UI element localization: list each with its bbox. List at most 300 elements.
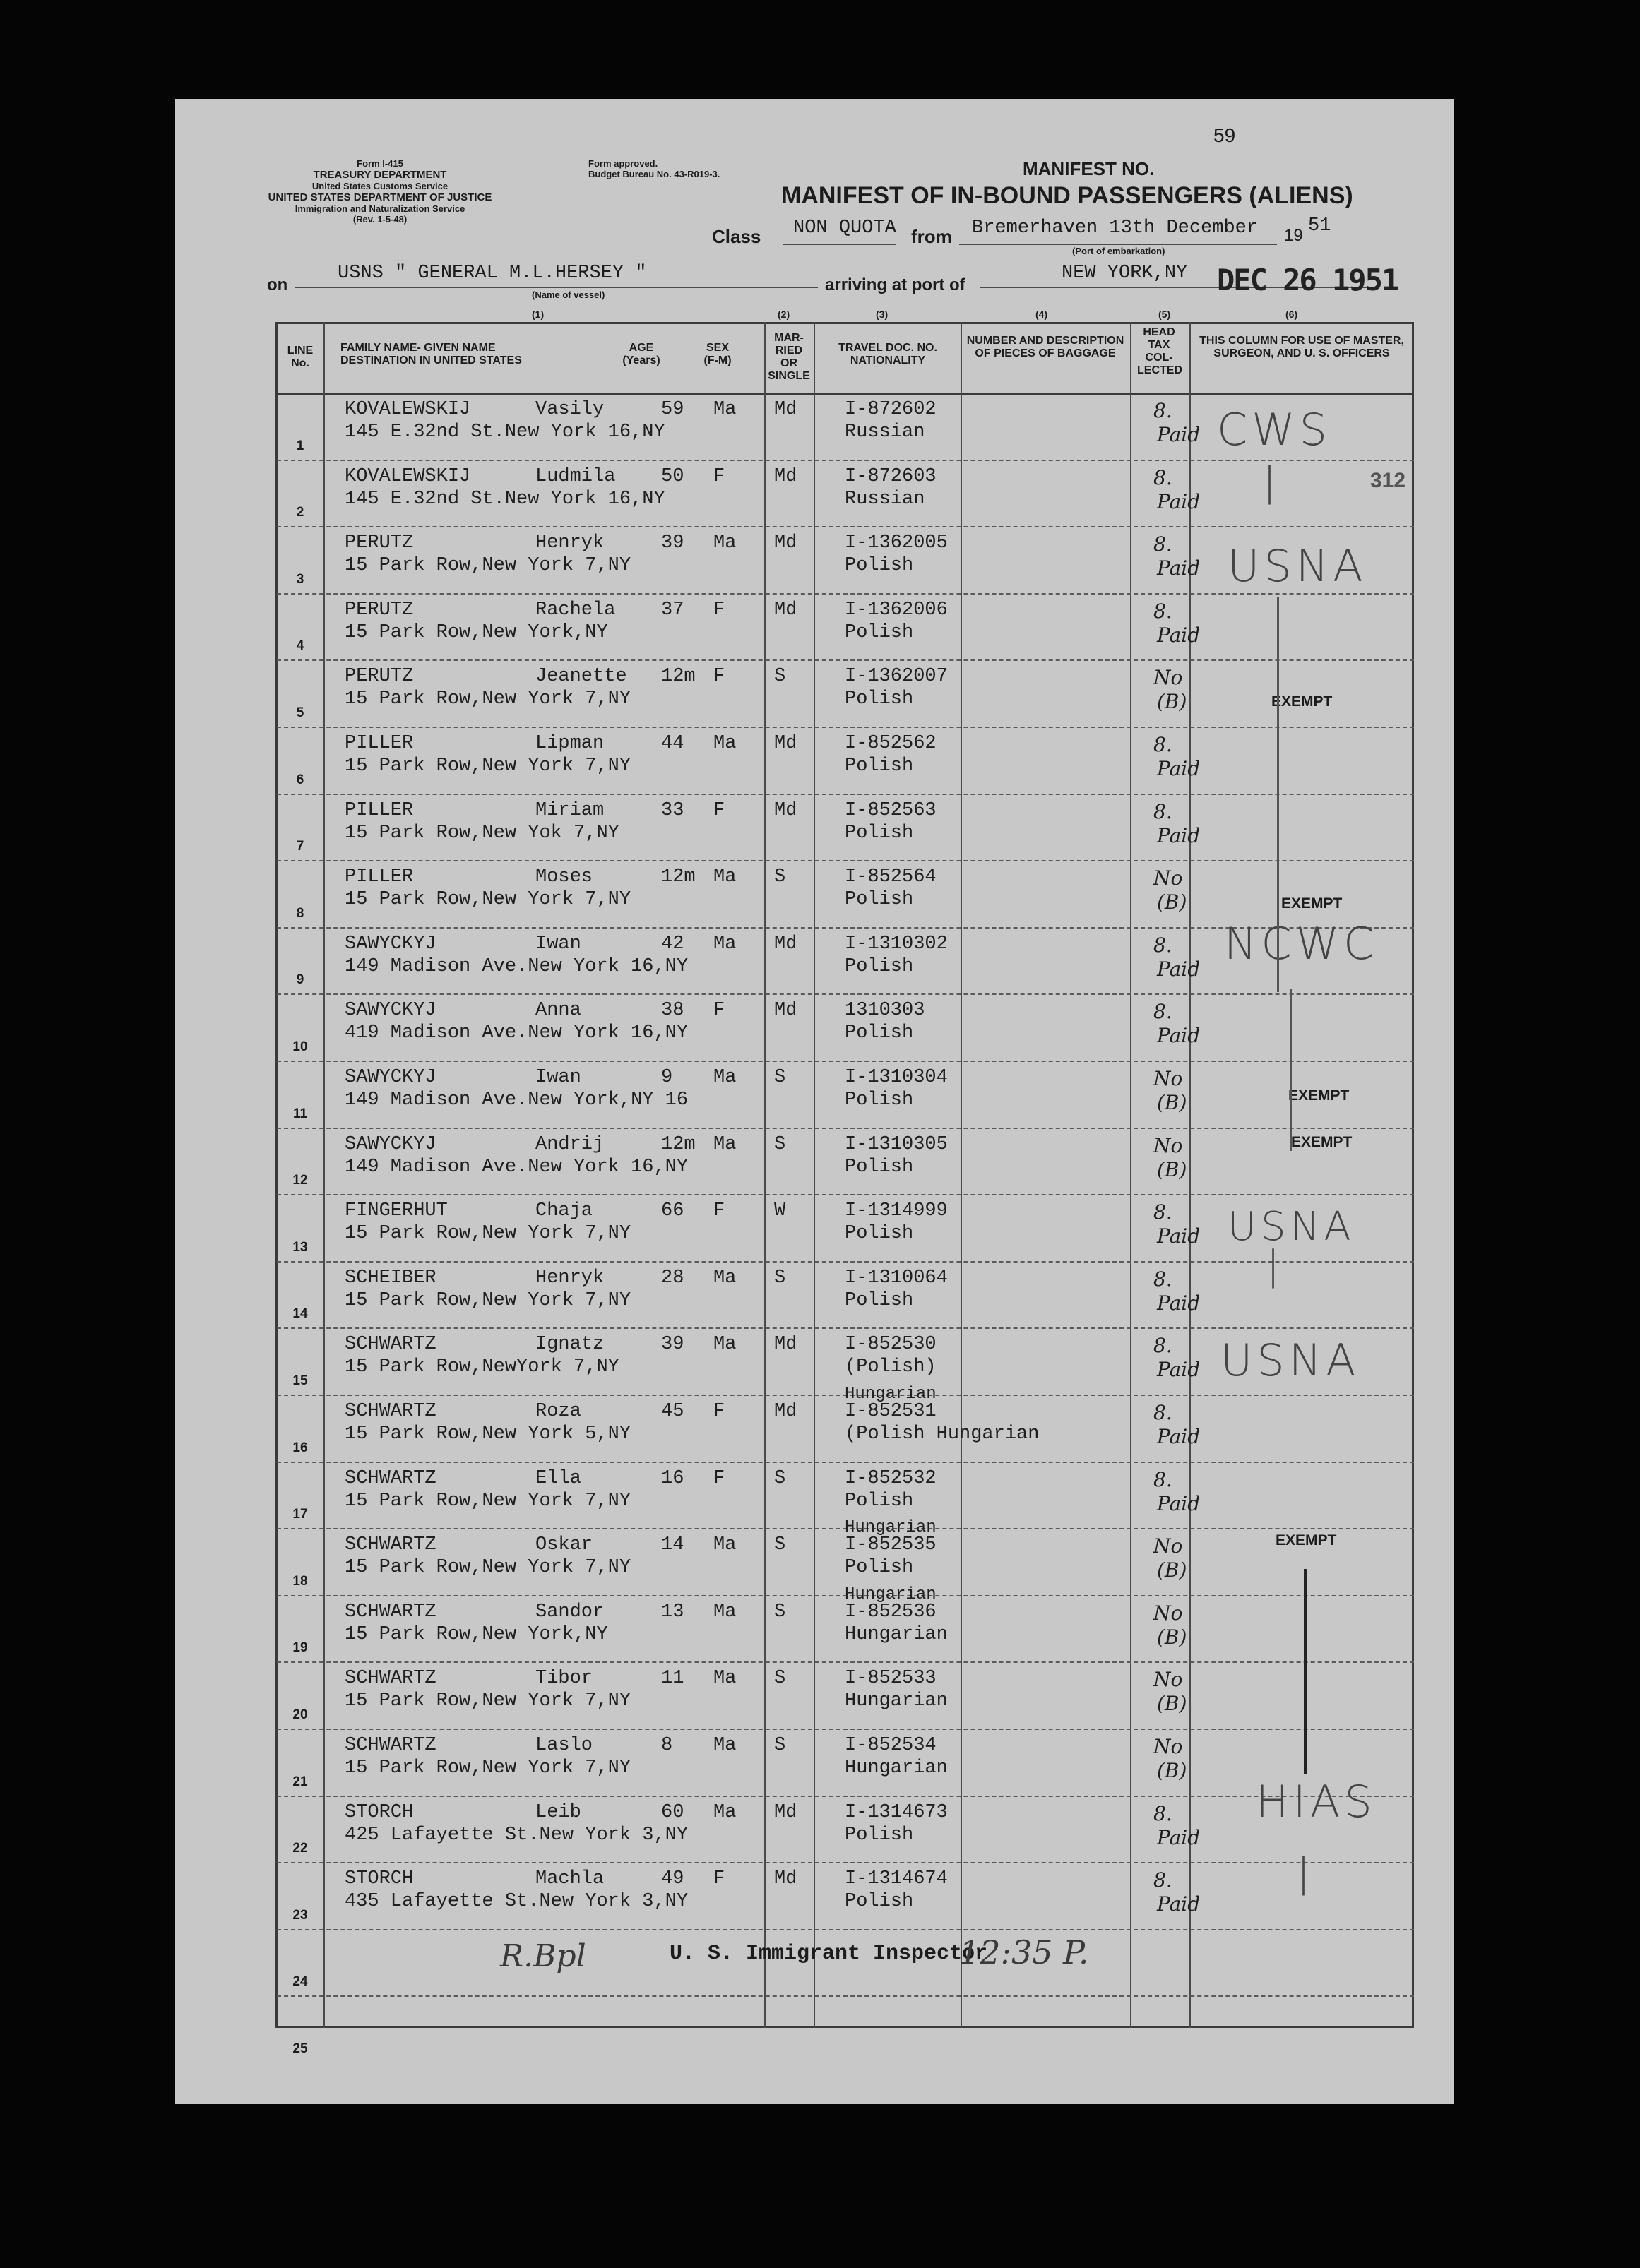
- given-name: Sandor: [535, 1601, 605, 1623]
- given-name: Ludmila: [535, 465, 616, 487]
- marital-status: Md: [774, 465, 797, 487]
- travel-doc-number: I-1362005: [845, 532, 948, 554]
- age: 50: [661, 465, 684, 487]
- line-number: 10: [292, 1039, 308, 1054]
- age: 38: [661, 1000, 684, 1022]
- marital-status: Md: [774, 599, 797, 621]
- justice-dept: UNITED STATES DEPARTMENT OF JUSTICE: [268, 191, 492, 203]
- head-tax: No: [1153, 1534, 1183, 1558]
- column-number-5: (5): [1158, 309, 1171, 320]
- destination-address: 15 Park Row,NewYork 7,NY: [345, 1356, 619, 1378]
- sex: Ma: [713, 1067, 737, 1088]
- sex: Ma: [713, 1133, 737, 1155]
- destination-address: 15 Park Row,New York 7,NY: [345, 756, 631, 777]
- line-number: 21: [292, 1774, 308, 1789]
- travel-doc-number: I-852535: [845, 1534, 937, 1556]
- age: 14: [661, 1534, 684, 1556]
- destination-address: 15 Park Row,New York,NY: [345, 1623, 608, 1645]
- line-number: 18: [292, 1573, 308, 1589]
- head-tax-status: (B): [1157, 1558, 1187, 1582]
- marital-status: Md: [774, 1401, 797, 1422]
- destination-address: 419 Madison Ave.New York 16,NY: [345, 1022, 689, 1044]
- sex: Ma: [713, 733, 737, 754]
- sex: F: [713, 1200, 725, 1222]
- line-number: 11: [292, 1106, 308, 1121]
- line-number: 7: [296, 839, 304, 854]
- column-number-1: (1): [532, 309, 545, 320]
- age: 42: [661, 933, 684, 955]
- line-number: 1: [296, 438, 304, 453]
- head-tax: 8.: [1153, 1868, 1172, 1892]
- tally-mark: |: [1266, 1243, 1284, 1289]
- head-tax: 8.: [1153, 1801, 1172, 1825]
- destination-address: 149 Madison Ave.New York 16,NY: [345, 1156, 689, 1178]
- sex: F: [713, 599, 725, 621]
- manifest-page: [175, 99, 1454, 2104]
- head-tax-status: (B): [1157, 1091, 1187, 1114]
- family-name: SCHWARTZ: [345, 1401, 436, 1422]
- travel-doc-number: I-1310302: [845, 933, 948, 955]
- sex: F: [713, 465, 725, 487]
- treasury-dept: TREASURY DEPARTMENT: [313, 169, 447, 181]
- travel-doc-number: I-852530: [845, 1334, 937, 1356]
- head-tax: 8.: [1153, 1267, 1172, 1291]
- nationality: Polish: [845, 1490, 914, 1512]
- inspector-signature: R.Bpl: [500, 1938, 586, 1974]
- line-number: 12: [292, 1173, 308, 1188]
- marital-status: S: [774, 1601, 786, 1623]
- family-name: KOVALEWSKIJ: [345, 465, 471, 487]
- nationality: Polish: [845, 688, 914, 710]
- nationality: Hungarian: [845, 1757, 948, 1779]
- nationality: (Polish Hungarian: [845, 1424, 1040, 1445]
- age: 33: [661, 799, 684, 821]
- nationality: Polish: [845, 1022, 914, 1044]
- given-name: Ignatz: [535, 1334, 605, 1356]
- head-tax-status: (B): [1157, 1157, 1187, 1181]
- row-divider: [277, 460, 1414, 461]
- head-tax-status: Paid: [1157, 1425, 1201, 1448]
- head-tax-status: Paid: [1157, 623, 1201, 647]
- row-divider: [277, 526, 1414, 527]
- sex: F: [713, 1868, 725, 1890]
- head-tax: 8.: [1153, 465, 1172, 489]
- head-tax: 8.: [1153, 1467, 1172, 1491]
- destination-address: 15 Park Row,New York 7,NY: [345, 1223, 631, 1245]
- given-name: Vasily: [535, 399, 605, 420]
- head-tax: No: [1153, 1601, 1183, 1625]
- org-usna-2: USNA: [1228, 1204, 1355, 1250]
- from-label: from: [911, 226, 952, 247]
- travel-doc-number: I-852564: [845, 866, 937, 888]
- destination-address: 145 E.32nd St.New York 16,NY: [345, 488, 665, 510]
- line-number: 24: [292, 1974, 308, 1990]
- column-number-4: (4): [1035, 309, 1048, 320]
- sex: Ma: [713, 933, 737, 955]
- nationality: Polish: [845, 822, 914, 844]
- given-name: Anna: [535, 1000, 581, 1022]
- marital-status: Md: [774, 1868, 797, 1890]
- year-prefix: 19: [1284, 226, 1303, 245]
- family-name: PILLER: [345, 799, 414, 821]
- exempt-stamp: EXEMPT: [1281, 895, 1343, 912]
- age: 12m: [661, 666, 696, 688]
- travel-doc-number: I-852532: [845, 1467, 937, 1489]
- family-name: SCHWARTZ: [345, 1467, 436, 1489]
- travel-doc-number: I-1310304: [845, 1067, 948, 1088]
- line-number: 8: [296, 905, 304, 921]
- given-name: Andrij: [535, 1133, 605, 1155]
- column-number-2: (2): [778, 309, 790, 320]
- sex: F: [713, 1401, 725, 1422]
- org-usna-1: USNA: [1228, 540, 1367, 592]
- marital-status: Md: [774, 1334, 797, 1356]
- age: 28: [661, 1267, 684, 1289]
- family-name: SCHWARTZ: [345, 1668, 436, 1690]
- given-name: Leib: [535, 1801, 581, 1823]
- vessel-name: USNS " GENERAL M.L.HERSEY ": [338, 263, 647, 284]
- destination-address: 15 Park Row,New York 7,NY: [345, 555, 631, 577]
- sex: F: [713, 1467, 725, 1489]
- family-name: PILLER: [345, 733, 414, 754]
- sex: Ma: [713, 1267, 737, 1289]
- column-number-3: (3): [876, 309, 889, 320]
- sex: Ma: [713, 1735, 737, 1756]
- marital-status: S: [774, 1534, 786, 1556]
- head-tax-status: Paid: [1157, 1291, 1201, 1315]
- marital-status: S: [774, 1668, 786, 1690]
- line-number: 2: [296, 505, 304, 520]
- travel-doc-number: I-1362006: [845, 599, 948, 621]
- family-name: PILLER: [345, 866, 414, 888]
- head-tax-status: (B): [1157, 690, 1187, 714]
- head-tax: 8.: [1153, 532, 1172, 556]
- class-label: Class: [712, 226, 761, 247]
- embarkation-port: Bremerhaven 13th December: [972, 217, 1259, 239]
- travel-doc-number: I-872602: [845, 399, 937, 420]
- destination-address: 149 Madison Ave.New York 16,NY: [345, 955, 689, 977]
- marital-status: W: [774, 1200, 786, 1222]
- class-value: NON QUOTA: [793, 217, 896, 239]
- destination-address: 435 Lafayette St.New York 3,NY: [345, 1891, 689, 1913]
- inspector-line: U. S. Immigrant Inspector: [670, 1942, 988, 1966]
- destination-address: 15 Park Row,New Yok 7,NY: [345, 822, 619, 844]
- family-name: SAWYCKYJ: [345, 1067, 436, 1088]
- header-name: FAMILY NAME- GIVEN NAME DESTINATION IN UNITED STATES: [340, 342, 522, 366]
- bracket-line: [1304, 1569, 1307, 1774]
- family-name: KOVALEWSKIJ: [345, 399, 471, 420]
- line-number: 17: [292, 1507, 308, 1522]
- family-name: PERUTZ: [345, 666, 414, 688]
- header-officers: THIS COLUMN FOR USE OF MASTER, SURGEON, AND U. S. OFFICERS: [1199, 335, 1404, 359]
- travel-doc-number: I-1314674: [845, 1868, 948, 1890]
- age: 37: [661, 599, 684, 621]
- on-label: on: [267, 275, 288, 294]
- given-name: Tibor: [535, 1668, 593, 1690]
- head-tax-status: (B): [1157, 1625, 1187, 1649]
- nationality: Russian: [845, 488, 925, 510]
- marital-status: S: [774, 1133, 786, 1155]
- form-number: Form I-415: [357, 158, 403, 169]
- travel-doc-number: I-1314673: [845, 1801, 948, 1823]
- head-tax: No: [1153, 1735, 1183, 1758]
- family-name: SCHWARTZ: [345, 1534, 436, 1556]
- row-divider: [277, 1061, 1414, 1062]
- given-name: Iwan: [535, 933, 581, 955]
- inspector-time: 12:35 P.: [959, 1933, 1089, 1971]
- destination-address: 145 E.32nd St.New York 16,NY: [345, 422, 665, 443]
- age: 45: [661, 1401, 684, 1422]
- head-tax: No: [1153, 666, 1183, 690]
- given-name: Moses: [535, 866, 593, 888]
- row-divider: [277, 1462, 1414, 1463]
- travel-doc-number: 1310303: [845, 1000, 925, 1022]
- head-tax-status: Paid: [1157, 1024, 1201, 1048]
- travel-doc-number: I-1310305: [845, 1133, 948, 1155]
- age: 39: [661, 1334, 684, 1356]
- line-number: 23: [292, 1907, 308, 1923]
- arrival-port: NEW YORK,NY: [1062, 263, 1188, 284]
- org-ncwc: NCWC: [1224, 918, 1379, 969]
- travel-doc-number: I-872603: [845, 465, 937, 487]
- destination-address: 15 Park Row,New York 7,NY: [345, 688, 631, 710]
- given-name: Machla: [535, 1868, 605, 1890]
- age: 66: [661, 1200, 684, 1222]
- bracket-line: [1277, 597, 1279, 992]
- budget-bureau: Budget Bureau No. 43-R019-3.: [588, 169, 720, 179]
- org-hias: HIAS: [1256, 1776, 1377, 1827]
- age: 49: [661, 1868, 684, 1890]
- family-name: SCHWARTZ: [345, 1334, 436, 1356]
- marital-status: Md: [774, 1000, 797, 1022]
- sex: Ma: [713, 1534, 737, 1556]
- row-divider: [277, 860, 1414, 861]
- head-tax-status: Paid: [1157, 957, 1201, 981]
- head-tax-status: (B): [1157, 1692, 1187, 1716]
- head-tax: 8.: [1153, 799, 1172, 823]
- customs-service: United States Customs Service: [311, 181, 448, 191]
- line-number: 3: [296, 571, 304, 587]
- family-name: STORCH: [345, 1801, 414, 1823]
- head-tax: 8.: [1153, 399, 1172, 422]
- marital-status: Md: [774, 532, 797, 554]
- given-name: Jeanette: [535, 666, 627, 688]
- sex: Ma: [713, 1601, 737, 1623]
- family-name: SAWYCKYJ: [345, 933, 436, 955]
- row-divider: [277, 794, 1414, 795]
- row-divider: [277, 1796, 1414, 1797]
- nationality: Polish: [845, 1223, 914, 1245]
- age: 11: [661, 1668, 684, 1690]
- exempt-stamp: EXEMPT: [1271, 693, 1333, 710]
- arriving-label: arriving at port of: [825, 275, 965, 294]
- line-number: 19: [292, 1640, 308, 1656]
- nationality: Polish: [845, 756, 914, 777]
- head-tax: 8.: [1153, 1401, 1172, 1424]
- given-name: Rachela: [535, 599, 616, 621]
- arrival-date-stamp: DEC 26 1951: [1217, 263, 1398, 297]
- row-divider: [277, 1261, 1414, 1263]
- form-approved: Form approved.: [588, 158, 658, 169]
- page-number: 59: [1213, 124, 1236, 146]
- sex: Ma: [713, 866, 737, 888]
- marital-status: S: [774, 1067, 786, 1088]
- sex: F: [713, 799, 725, 821]
- head-tax: 8.: [1153, 1200, 1172, 1224]
- head-tax-status: Paid: [1157, 1224, 1201, 1248]
- head-tax: No: [1153, 1668, 1183, 1692]
- age: 12m: [661, 866, 696, 888]
- given-name: Oskar: [535, 1534, 593, 1556]
- nationality: Polish: [845, 555, 914, 577]
- row-divider: [277, 1995, 1414, 1997]
- exempt-stamp: EXEMPT: [1288, 1087, 1350, 1104]
- header-travel-doc: TRAVEL DOC. NO. NATIONALITY: [838, 342, 937, 366]
- revision: (Rev. 1-5-48): [352, 214, 408, 225]
- given-name: Henryk: [535, 1267, 605, 1289]
- head-tax-status: Paid: [1157, 823, 1201, 847]
- org-usna-3: USNA: [1220, 1335, 1360, 1386]
- marital-status: S: [774, 1467, 786, 1489]
- row-divider: [277, 593, 1414, 595]
- nationality: Polish: [845, 889, 914, 911]
- bracket-line: [1290, 989, 1292, 1151]
- head-tax: 8.: [1153, 599, 1172, 623]
- head-tax-status: (B): [1157, 890, 1187, 914]
- tally-mark: |: [1263, 459, 1280, 505]
- nationality: (Polish): [845, 1356, 937, 1378]
- year-value: 51: [1308, 215, 1331, 237]
- travel-doc-number: I-852562: [845, 733, 937, 754]
- header-married: MAR- RIED OR SINGLE: [768, 332, 810, 382]
- destination-address: 15 Park Row,New York 7,NY: [345, 1690, 631, 1712]
- exempt-stamp: EXEMPT: [1276, 1532, 1337, 1548]
- marital-status: Md: [774, 799, 797, 821]
- head-tax-status: Paid: [1157, 757, 1201, 780]
- destination-address: 15 Park Row,New York 7,NY: [345, 889, 631, 911]
- sex: F: [713, 1000, 725, 1022]
- travel-doc-number: I-852534: [845, 1735, 937, 1756]
- sex: F: [713, 666, 725, 688]
- travel-doc-number: I-1314999: [845, 1200, 948, 1222]
- family-name: STORCH: [345, 1868, 414, 1890]
- line-number: 25: [292, 2041, 308, 2056]
- ins-service: Immigration and Naturalization Service: [295, 203, 465, 214]
- line-number: 9: [296, 972, 304, 988]
- nationality: Polish: [845, 1289, 914, 1311]
- destination-address: 149 Madison Ave.New York,NY 16: [345, 1090, 689, 1111]
- manifest-no-label: MANIFEST NO.: [1023, 158, 1155, 179]
- marital-status: Md: [774, 933, 797, 955]
- head-tax-status: Paid: [1157, 1358, 1201, 1382]
- marital-status: S: [774, 666, 786, 688]
- destination-address: 425 Lafayette St.New York 3,NY: [345, 1824, 689, 1846]
- port-caption: (Port of embarkation): [1072, 246, 1165, 256]
- sex: Ma: [713, 1334, 737, 1356]
- sex: Ma: [713, 1668, 737, 1690]
- row-divider: [277, 1729, 1414, 1730]
- head-tax-status: Paid: [1157, 489, 1201, 513]
- line-number: 15: [292, 1373, 308, 1388]
- given-name: Iwan: [535, 1067, 581, 1088]
- age: 60: [661, 1801, 684, 1823]
- nationality: Hungarian: [845, 1690, 948, 1712]
- nationality: Polish: [845, 1557, 914, 1579]
- head-tax: No: [1153, 1067, 1183, 1090]
- line-number: 20: [292, 1707, 308, 1722]
- nationality: Polish: [845, 1156, 914, 1178]
- nationality-note: Hungarian: [845, 1385, 937, 1404]
- family-name: FINGERHUT: [345, 1200, 448, 1222]
- nationality: Polish: [845, 955, 914, 977]
- row-divider: [277, 1128, 1414, 1129]
- nationality: Polish: [845, 621, 914, 643]
- age: 12m: [661, 1133, 696, 1155]
- row-divider: [277, 1862, 1414, 1863]
- family-name: SCHWARTZ: [345, 1601, 436, 1623]
- sex: Ma: [713, 399, 737, 420]
- head-tax: No: [1153, 1133, 1183, 1157]
- age: 9: [661, 1067, 673, 1088]
- head-tax: 8.: [1153, 933, 1172, 957]
- head-tax-status: Paid: [1157, 1825, 1201, 1849]
- given-name: Ella: [535, 1467, 581, 1489]
- row-divider: [277, 993, 1414, 995]
- marital-status: Md: [774, 733, 797, 754]
- head-tax-status: Paid: [1157, 1892, 1201, 1916]
- age: 39: [661, 532, 684, 554]
- sex: Ma: [713, 1801, 737, 1823]
- vessel-caption: (Name of vessel): [532, 290, 605, 300]
- age: 44: [661, 733, 684, 754]
- row-divider: [277, 1327, 1414, 1329]
- nationality-note: Hungarian: [845, 1584, 937, 1604]
- marital-status: Md: [774, 1801, 797, 1823]
- travel-doc-number: I-852536: [845, 1601, 937, 1623]
- head-tax-status: Paid: [1157, 556, 1201, 580]
- row-divider: [277, 1194, 1414, 1195]
- line-number: 14: [292, 1306, 308, 1322]
- nationality: Polish: [845, 1824, 914, 1846]
- travel-doc-number: I-852563: [845, 799, 937, 821]
- row-divider: [277, 1929, 1414, 1930]
- org-cws: CWS: [1217, 404, 1331, 455]
- family-name: SAWYCKYJ: [345, 1133, 436, 1155]
- family-name: PERUTZ: [345, 532, 414, 554]
- head-tax-status: Paid: [1157, 1491, 1201, 1515]
- side-number: 312: [1370, 469, 1406, 492]
- column-number-6: (6): [1285, 309, 1298, 320]
- header-age: AGE (Years): [622, 342, 660, 366]
- marital-status: S: [774, 1267, 786, 1289]
- age: 13: [661, 1601, 684, 1623]
- head-tax: No: [1153, 866, 1183, 890]
- line-number: 22: [292, 1841, 308, 1856]
- travel-doc-number: I-852533: [845, 1668, 937, 1690]
- line-number: 4: [296, 638, 304, 654]
- head-tax: 8.: [1153, 1000, 1172, 1024]
- head-tax: 8.: [1153, 733, 1172, 756]
- given-name: Miriam: [535, 799, 605, 821]
- given-name: Henryk: [535, 532, 605, 554]
- nationality: Polish: [845, 1090, 914, 1111]
- header-sex: SEX (F-M): [703, 342, 732, 366]
- destination-address: 15 Park Row,New York 7,NY: [345, 1289, 631, 1311]
- marital-status: Md: [774, 399, 797, 420]
- page-title: MANIFEST OF IN-BOUND PASSENGERS (ALIENS): [781, 182, 1353, 209]
- age: 16: [661, 1467, 684, 1489]
- exempt-stamp: EXEMPT: [1291, 1134, 1353, 1150]
